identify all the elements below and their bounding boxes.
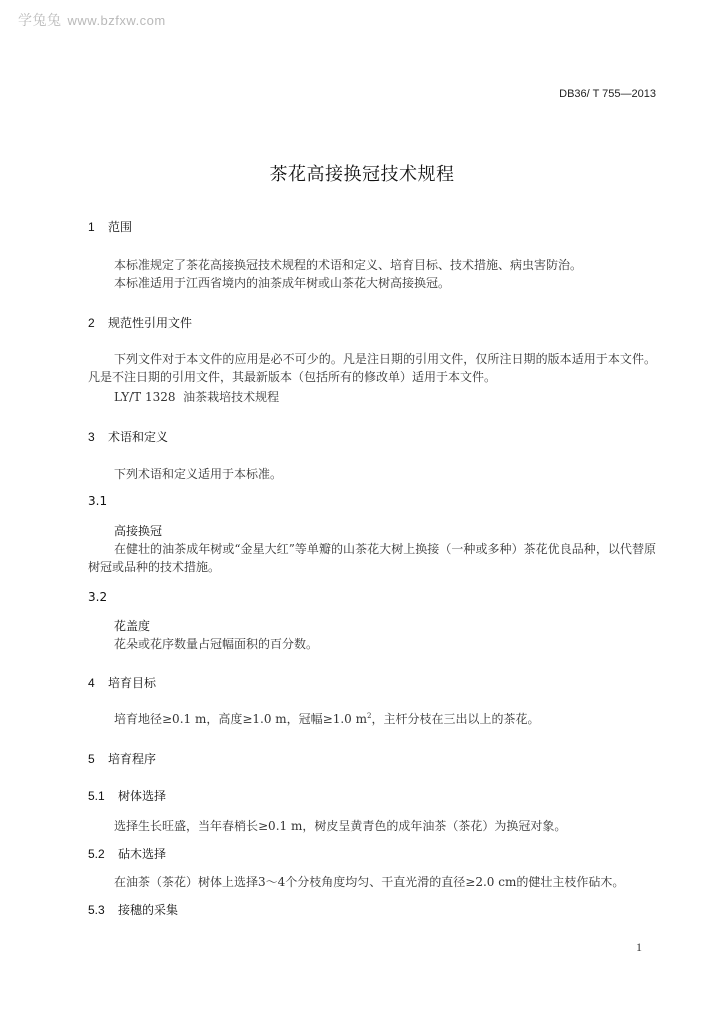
paragraph: 下列术语和定义适用于本标准。 xyxy=(114,467,283,481)
term-definition: 在健壮的油茶成年树或“金星大红”等单瓣的山茶花大树上换接（一种或多种）茶花优良品种，以代替原树冠或品种的技术措施。 xyxy=(88,542,656,574)
section-heading-5: 5 培育程序 xyxy=(88,752,157,766)
superscript: 2 xyxy=(367,712,372,720)
subsection-heading-5-1: 5.1 树体选择 xyxy=(88,789,167,803)
paragraph: 本标准适用于江西省境内的油茶成年树或山茶花大树高接换冠。 xyxy=(114,276,451,290)
watermark-url: www.bzfxw.com xyxy=(67,13,166,28)
paragraph: 培育地径≥0.1 m，高度≥1.0 m，冠幅≥1.0 $m^2$，主杆分枝在三出以上的茶花。 xyxy=(114,712,540,726)
watermark xyxy=(18,10,166,30)
section-heading-4: 4 培育目标 xyxy=(88,676,157,690)
paragraph: 在油茶（茶花）树体上选择3～4个分枝角度均匀、干直光滑的直径≥2.0 cm的健壮主枝作砧木。 xyxy=(114,875,625,889)
term-name: 高接换冠 xyxy=(114,524,163,538)
term-definition: 花朵或花序数量占冠幅面积的百分数。 xyxy=(114,637,319,651)
term-number-3-2: 3.2 xyxy=(88,590,108,604)
section-heading-3: 3 术语和定义 xyxy=(88,430,169,444)
section-heading-1: 1 范围 xyxy=(88,220,133,234)
subsection-heading-5-3: 5.3 接穗的采集 xyxy=(88,903,179,917)
document-title: 茶花高接换冠技术规程 xyxy=(269,164,455,185)
term-number-3-1: 3.1 xyxy=(88,494,108,508)
paragraph: 本标准规定了茶花高接换冠技术规程的术语和定义、培育目标、技术措施、病虫害防治。 xyxy=(114,258,583,272)
section-heading-2: 2 规范性引用文件 xyxy=(88,316,193,330)
subsection-heading-5-2: 5.2 砧木选择 xyxy=(88,847,167,861)
paragraph: 选择生长旺盛，当年春梢长≥0.1 m，树皮呈黄青色的成年油茶（茶花）为换冠对象。 xyxy=(114,819,567,833)
term-name: 花盖度 xyxy=(114,619,151,633)
standard-code: DB36/ T 755—2013 xyxy=(559,88,656,100)
watermark-brand: 学兔兔 xyxy=(18,13,62,29)
normative-reference: LY/T 1328 油茶栽培技术规程 xyxy=(114,390,280,404)
paragraph: 下列文件对于本文件的应用是必不可少的。凡是注日期的引用文件，仅所注日期的版本适用于本文件。凡是不注日期的引用文件，其最新版本（包括所有的修改单）适用于本文件。 xyxy=(88,352,656,384)
page-number: 1 xyxy=(636,940,642,954)
